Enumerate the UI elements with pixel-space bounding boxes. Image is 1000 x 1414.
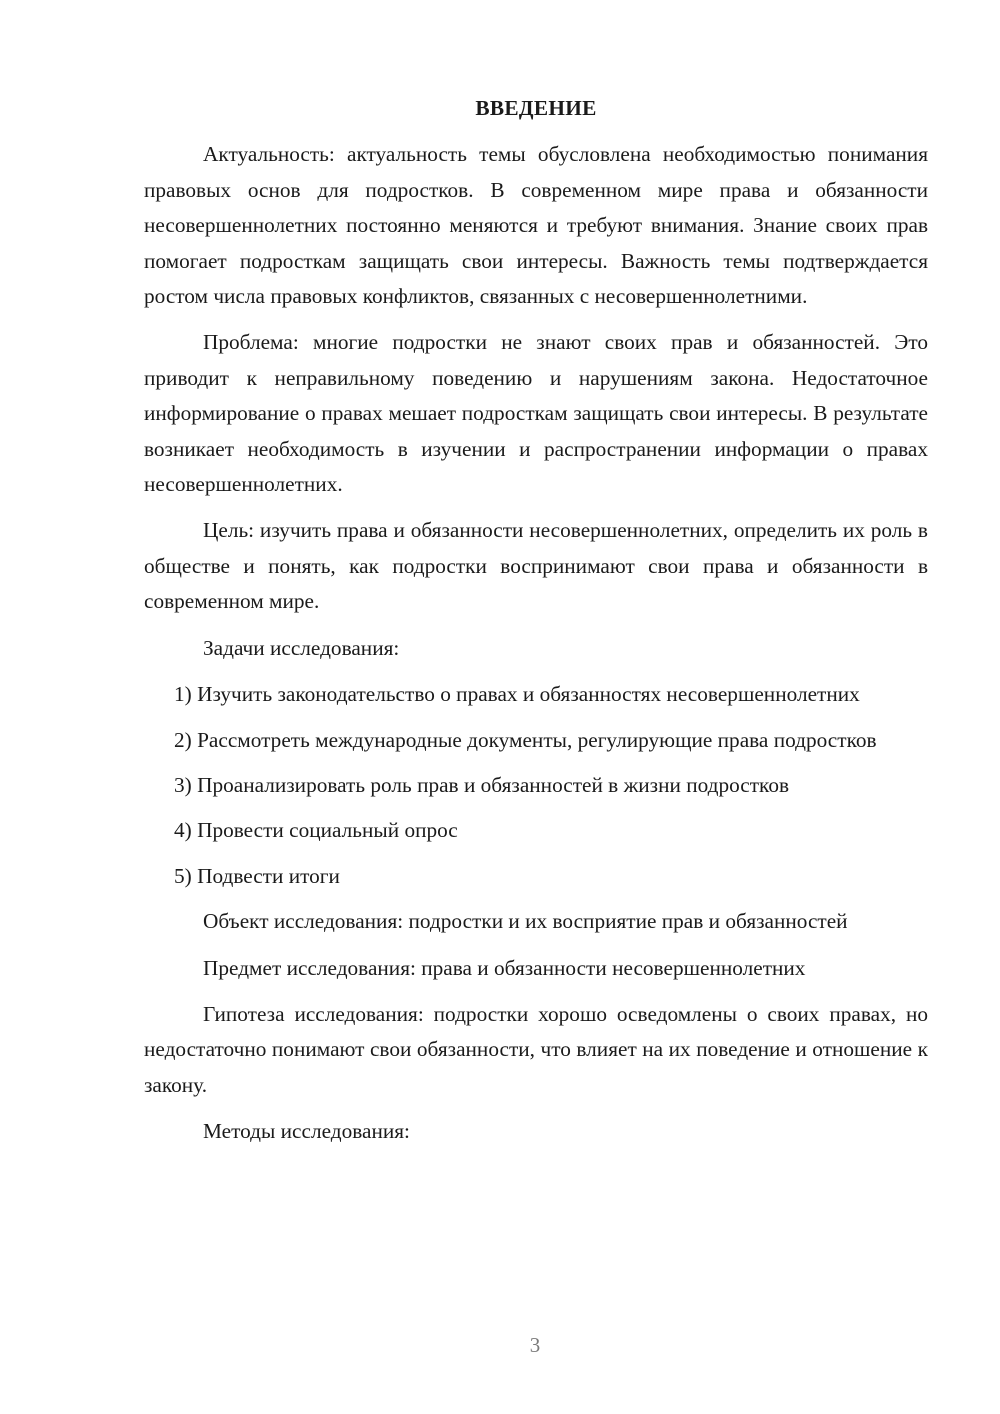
page-title: ВВЕДЕНИЕ	[475, 96, 597, 120]
object-paragraph: Объект исследования: подростки и их восприятие прав и обязанностей	[203, 909, 848, 934]
page-content	[144, 91, 928, 1161]
task-item-2: 2) Рассмотреть международные документы, регулирующие права подростков	[174, 727, 877, 752]
hypothesis-paragraph: Гипотеза исследования: подростки хорошо осведомлены о своих правах, но недостаточно понимают свои обязанности, что влияет на их поведение и отношение к закону.	[144, 1001, 928, 1097]
methods-heading: Методы исследования:	[203, 1119, 410, 1144]
problem-paragraph: Проблема: многие подростки не знают своих прав и обязанностей. Это приводит к неправильному поведению и нарушениям закона. Недостаточное информирование о правах мешает подросткам защищать свои интересы. В результате возникает необходимость в изучении и распространении информации о правах несовершеннолетних.	[144, 330, 928, 497]
page-number: 3	[529, 1333, 541, 1357]
task-item-5: 5) Подвести итоги	[174, 863, 340, 888]
subject-paragraph: Предмет исследования: права и обязанности несовершеннолетних	[203, 955, 806, 980]
task-item-3: 3) Проанализировать роль прав и обязанностей в жизни подростков	[174, 772, 790, 797]
relevance-paragraph: Актуальность: актуальность темы обусловлена необходимостью понимания правовых основ для подростков. В современном мире права и обязанности несовершеннолетних постоянно меняются и требуют внимания. Знание своих прав помогает подросткам защищать свои интересы. Важность темы подтверждается ростом числа правовых конфликтов, связанных с несовершеннолетними.	[144, 142, 928, 309]
task-item-4: 4) Провести социальный опрос	[174, 818, 458, 843]
tasks-heading: Задачи исследования:	[203, 635, 400, 660]
task-item-1: 1) Изучить законодательство о правах и обязанностях несовершеннолетних	[174, 682, 860, 707]
goal-paragraph: Цель: изучить права и обязанности несовершеннолетних, определить их роль в обществе и понять, как подростки воспринимают свои права и обязанности в современном мире.	[144, 518, 928, 614]
